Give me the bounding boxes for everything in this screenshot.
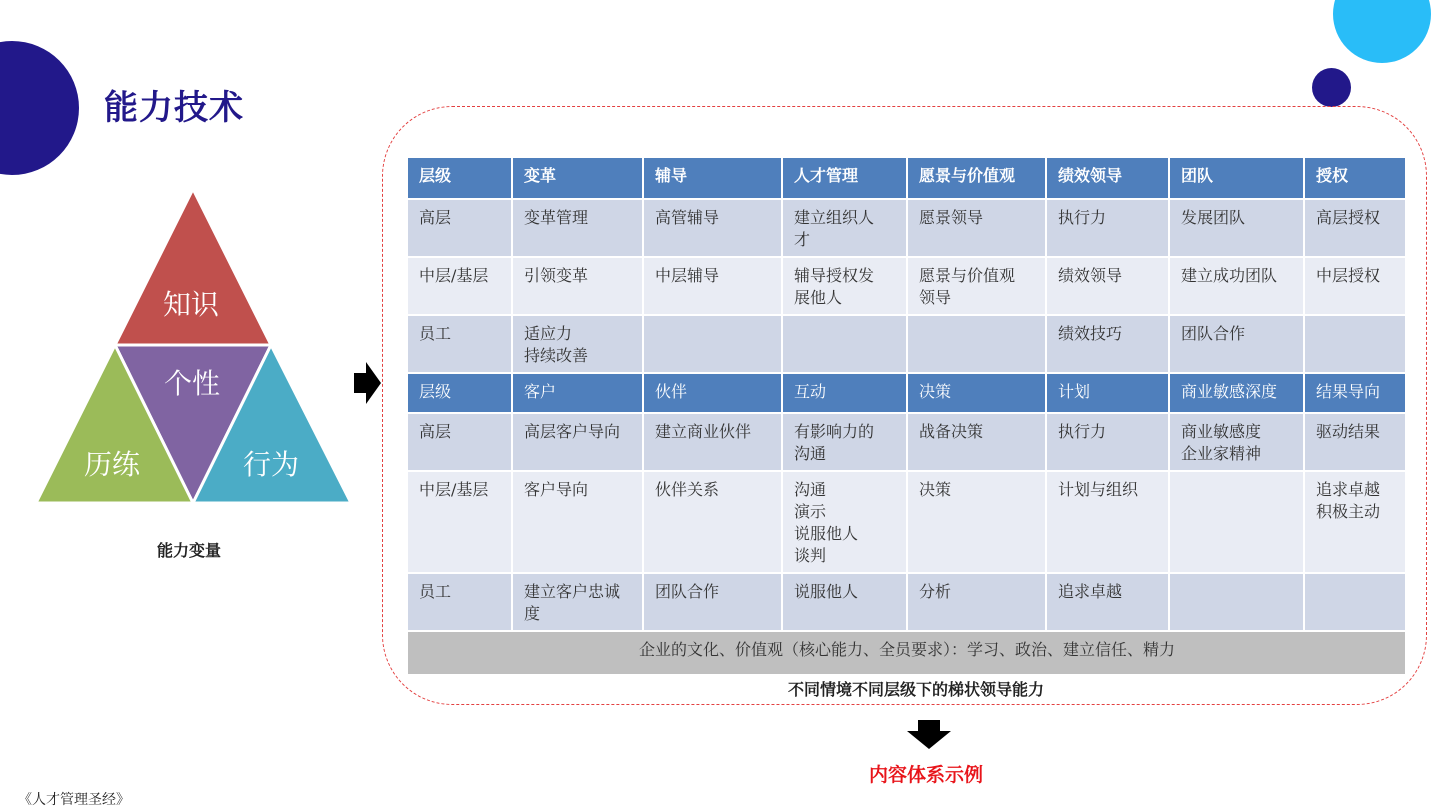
table-cell [1046,199,1169,257]
table-cell [1304,157,1406,199]
cell-text: 客户 [524,382,557,401]
cell-text: 高管辅导 [655,208,720,227]
cell-text: 绩效技巧 [1058,324,1123,343]
cell-text: 追求卓越 积极主动 [1316,480,1381,521]
table-cell [643,157,782,199]
culture-values-cell: 企业的文化、价值观（核心能力、全员要求）：学习、政治、建立信任、精力 [407,631,1406,675]
table-cell [1046,157,1169,199]
cell-text: 伙伴 [655,382,688,401]
table-cell [643,573,782,631]
cell-text: 分析 [919,582,952,601]
cell-text: 团队 [1181,166,1214,185]
cell-text: 建立成功团队 [1181,266,1278,285]
table-cell [1169,573,1304,631]
table-cell [907,373,1046,413]
table-cell [782,573,907,631]
table-cell [782,373,907,413]
cell-text: 高层 [419,208,452,227]
table-cell [782,315,907,373]
cell-text: 团队合作 [1181,324,1246,343]
cell-text: 高层授权 [1316,208,1381,227]
source-citation: 《人才管理圣经》 [18,792,130,808]
table-cell [512,413,643,471]
table-cell [907,257,1046,315]
table-cell [407,413,512,471]
table-cell [1169,471,1304,573]
cell-text: 建立组织人 才 [794,208,875,249]
cell-text: 发展团队 [1181,208,1246,227]
table-cell [1304,413,1406,471]
table-cell [643,373,782,413]
cell-text: 客户导向 [524,480,589,499]
table-cell [907,471,1046,573]
cell-text: 追求卓越 [1058,582,1123,601]
cell-text: 计划 [1058,382,1091,401]
cell-text: 中层辅导 [655,266,720,285]
table-cell [1169,257,1304,315]
cell-text: 人才管理 [794,166,859,185]
triangle-label-behavior: 行为 [243,448,300,481]
decor-circle-small [1312,68,1351,107]
cell-text: 高层 [419,422,452,441]
decor-circle-top-right [1333,0,1431,63]
table-footer-row [407,631,1406,675]
table-cell [512,315,643,373]
cell-text: 变革管理 [524,208,589,227]
leadership-table [406,156,1407,676]
cell-text: 愿景与价值观 [919,166,1016,185]
table-row [407,413,1406,471]
table-row [407,471,1406,573]
cell-text: 决策 [919,382,952,401]
page-title: 能力技术 [104,88,244,128]
table-cell [1046,573,1169,631]
table-cell [407,573,512,631]
table-cell [643,413,782,471]
cell-text: 层级 [419,382,452,401]
cell-text: 建立商业伙伴 [655,422,752,441]
table-cell [1304,199,1406,257]
triangle-caption: 能力变量 [157,541,222,560]
table-cell [512,373,643,413]
table-cell [1304,373,1406,413]
table-cell [907,199,1046,257]
table-cell [1046,413,1169,471]
cell-text: 中层授权 [1316,266,1381,285]
table-cell [643,471,782,573]
table-cell [1169,157,1304,199]
cell-text: 绩效领导 [1058,266,1123,285]
table-cell [643,257,782,315]
cell-text: 变革 [524,166,557,185]
cell-text: 适应力 持续改善 [524,324,589,365]
cell-text: 员工 [419,324,452,343]
cell-text: 驱动结果 [1316,422,1381,441]
table-cell [782,257,907,315]
table-cell [512,199,643,257]
table-cell [1169,315,1304,373]
table-cell [407,257,512,315]
cell-text: 中层/基层 [419,480,489,499]
cell-text: 伙伴关系 [655,480,720,499]
table-cell [907,157,1046,199]
cell-text: 有影响力的 沟通 [794,422,875,463]
cell-text: 员工 [419,582,452,601]
cell-text: 商业敏感深度 [1181,382,1278,401]
table-cell [1046,315,1169,373]
table-cell [782,199,907,257]
table-cell [1304,471,1406,573]
cell-text: 沟通 演示 说服他人 谈判 [794,480,859,565]
table-cell [907,315,1046,373]
cell-text: 层级 [419,166,452,185]
table-cell [1169,373,1304,413]
cell-text: 引领变革 [524,266,589,285]
table-cell [1046,257,1169,315]
cell-text: 战备决策 [919,422,984,441]
table-row [407,315,1406,373]
cell-text: 建立客户忠诚 度 [524,582,621,623]
table-cell [907,413,1046,471]
table-cell [407,157,512,199]
table-caption: 不同情境不同层级下的梯状领导能力 [788,680,1045,699]
cell-text: 高层客户导向 [524,422,621,441]
table-row [407,199,1406,257]
table-cell [907,573,1046,631]
table-cell [1304,573,1406,631]
table-cell [643,199,782,257]
cell-text: 商业敏感度 企业家精神 [1181,422,1262,463]
cell-text: 执行力 [1058,208,1107,227]
cell-text: 愿景与价值观 领导 [919,266,1016,307]
table-cell [512,157,643,199]
decor-circle-left [0,41,79,175]
triangle-label-knowledge: 知识 [163,288,220,321]
table-cell [512,471,643,573]
cell-text: 说服他人 [794,582,859,601]
table-cell [1046,471,1169,573]
table-header-row [407,373,1406,413]
table-cell [1169,199,1304,257]
table-row [407,573,1406,631]
table-cell [407,471,512,573]
cell-text: 互动 [794,382,827,401]
cell-text: 绩效领导 [1058,166,1123,185]
content-system-example: 内容体系示例 [869,764,984,786]
cell-text: 授权 [1316,166,1349,185]
cell-text: 辅导授权发 展他人 [794,266,875,307]
table-cell [643,315,782,373]
table-cell [407,315,512,373]
table-cell [1046,373,1169,413]
cell-text: 团队合作 [655,582,720,601]
competency-triangle [30,185,360,515]
table-cell [782,471,907,573]
triangle-label-experience: 历练 [84,448,141,481]
table-cell [512,257,643,315]
table-row [407,257,1406,315]
table-header-row [407,157,1406,199]
triangle-label-personality: 个性 [164,367,221,400]
table-cell [1304,315,1406,373]
table-cell [1304,257,1406,315]
cell-text: 结果导向 [1316,382,1381,401]
cell-text: 决策 [919,480,952,499]
cell-text: 中层/基层 [419,266,489,285]
cell-text: 计划与组织 [1058,480,1139,499]
cell-text: 执行力 [1058,422,1107,441]
down-arrow-icon [906,718,952,750]
table-cell [1169,413,1304,471]
table-cell [782,157,907,199]
cell-text: 愿景领导 [919,208,984,227]
table-cell [782,413,907,471]
table-cell [407,373,512,413]
table-cell [512,573,643,631]
right-arrow-icon [352,360,382,406]
cell-text: 辅导 [655,166,688,185]
table-cell [407,199,512,257]
